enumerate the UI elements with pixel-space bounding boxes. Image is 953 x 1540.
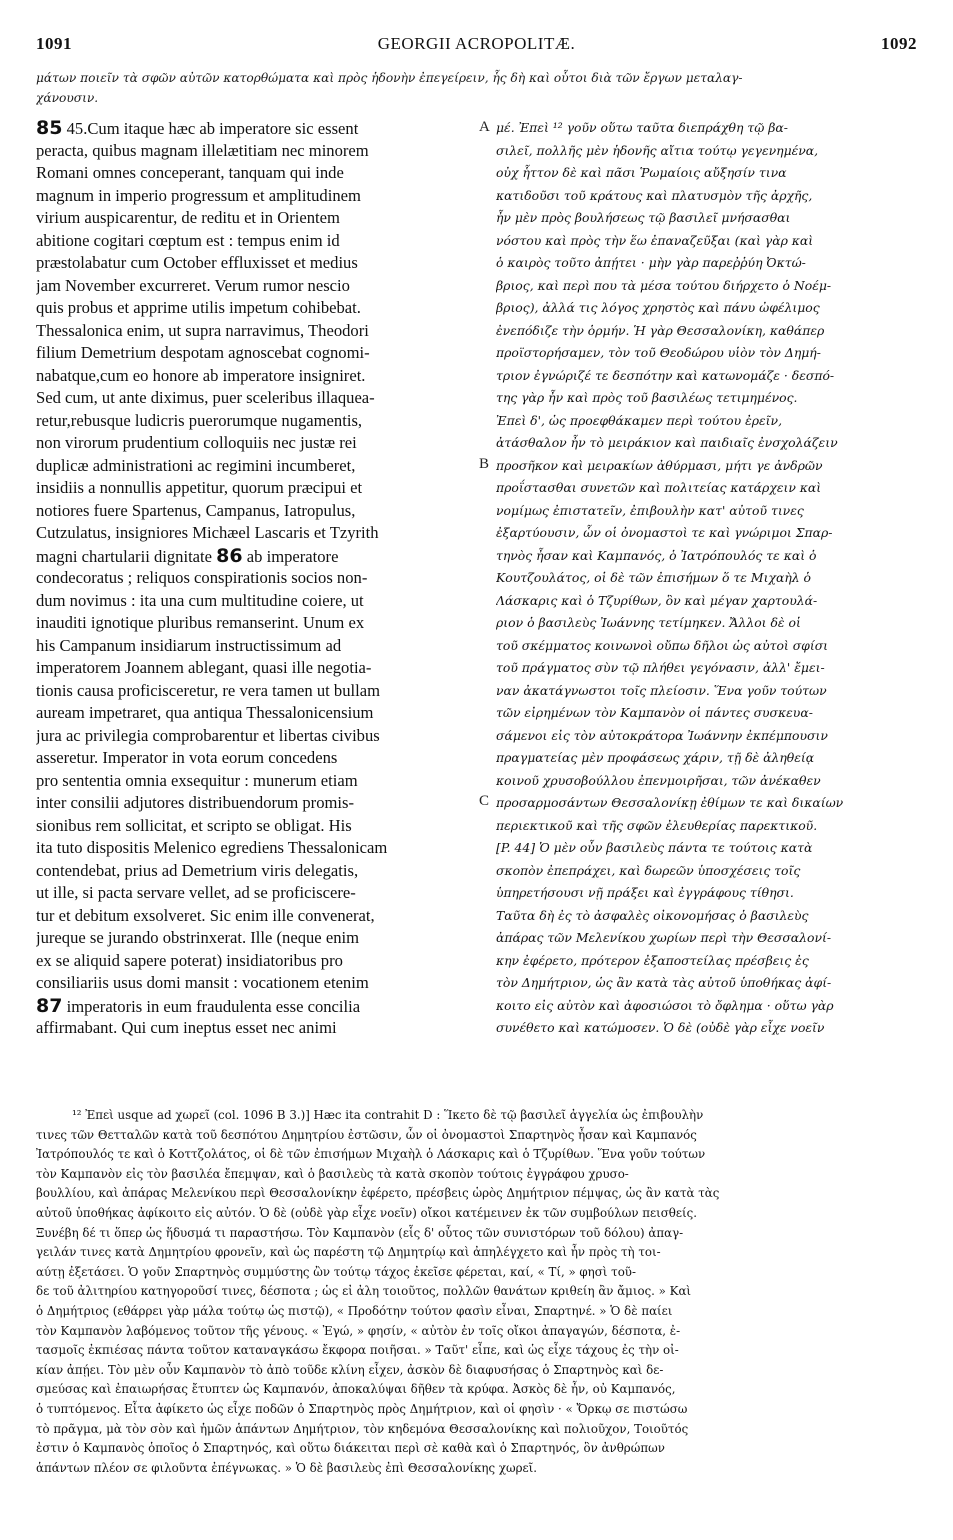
greek-line: βριος), ἀλλά τις λόγος χρηστὸς καὶ πάνυ ὠφέλιμος (496, 300, 820, 315)
latin-line: abitione cogitari cœptum est : tempus enim id (36, 230, 340, 250)
footnote-line: τὸν Καμπανὸν λαβόμενος τοῦτον τῆς γένους. « Ἐγώ, » φησίν, « αὐτὸν ἐν τοῖς οἴκοι ἀπαγαγών, δέσποτα, ἐ- (36, 1323, 681, 1338)
greek-line: ὑπηρετήσουσι νῇ πράξει καὶ ἐγγράφους τίθησι. (496, 885, 794, 900)
greek-text-column (496, 117, 917, 1040)
latin-line: virium auspicarentur, de reditu et in Orientem (36, 208, 340, 227)
greek-line: τῶν εἰρημένων τὸν Καμπανὸν οἱ πάντες συσκευα- (496, 705, 813, 720)
latin-line: tur et debitum exsolveret. Sic enim ille convenerat, (36, 905, 375, 925)
greek-line: κοινοῦ χρυσοβούλλου ἐπενμοιρῆσαι, τῶν ἀνέκαθεν (496, 772, 821, 788)
page-number-left: 1091 (36, 34, 72, 53)
latin-line: duplicæ administrationi ac regimini incumberet, (36, 455, 356, 475)
footnote-line: ἁπάντων πλέον σε φιλοῦντα ἐπέγνωκας. » Ὁ δὲ βασιλεὺς ἐπὶ Θεσσαλονίκης χωρεῖ. (36, 1460, 538, 1475)
greek-line: σάμενοι εἰς τὸν αὐτοκράτορα Ἰωάννην ἐκπέμπουσιν (496, 727, 828, 743)
latin-line: contendebat, prius ad Demetrium viris delegatis, (36, 860, 359, 880)
latin-line: asseretur. Imperator in vota eorum concedens (36, 748, 338, 767)
latin-line: notiores fuere Spartenus, Campanus, Iatropulus, (36, 500, 356, 520)
footnote-line: βουλλίου, καὶ ἀπάρας Μελενίκου περὶ Θεσσαλονίκην ἐφέρετο, πρέσβεις ὡρὸς Δημήτριον πέμψας, ὡς ἂν κατὰ τὰς (36, 1186, 720, 1201)
greek-line: νομίμως ἐπιστατεῖν, ἐπιβουλὴν κατ' αὐτοῦ τινες (496, 502, 804, 518)
greek-lead-line: χάνουσιν. (36, 91, 99, 105)
greek-lead-in (36, 68, 917, 108)
latin-line: Romani omnes conceperant, tanquam qui inde (36, 163, 344, 182)
latin-line: ita tuto dispositis Melenico egrediens Thessalonicam (36, 838, 388, 857)
latin-line: imperatorem Joannem ablegant, quasi ille negotia- (36, 658, 372, 677)
greek-line: Κουτζουλάτος, οἱ δὲ τῶν ἐπισήμων ὅ τε Μιχαὴλ ὁ (496, 570, 811, 585)
margin-letter-a: A (479, 119, 490, 135)
greek-line: ἐνεπόδιζε τὴν ὁρμήν. Ἡ γὰρ Θεσσαλονίκη, καθάπερ (496, 322, 825, 338)
greek-line: προσαρμοσάντων Θεσσαλονίκῃ ἐθίμων τε καὶ δικαίων (496, 795, 844, 810)
greek-line: κατιδοῦσι τοῦ κράτους καὶ πλατυσμὸν τῆς ἀρχῆς, (496, 187, 813, 203)
running-head (36, 34, 917, 58)
greek-line: πραγματείας μὲν προφάσεως χάριν, τῇ δὲ ἀληθείᾳ (496, 750, 815, 765)
latin-line: peracta, quibus magnam illelætitiam nec minorem (36, 140, 369, 160)
footnote-line: τασμοῖς ἐκπιέσας πάντα τοῦτον καταναγκάσω ἔκφορα ποιῆσαι. » Ταῦτ' εἶπε, καὶ ὡς εἶχε τάχους ἐς τὴν οἰ- (36, 1343, 679, 1358)
greek-line: σιλεῖ, πολλῆς μὲν ἡδονῆς αἴτια τούτῳ γεγενημένα, (496, 142, 819, 158)
latin-line: retur,rebusque ludicris puerorumque nugamentis, (36, 410, 363, 430)
greek-line: περιεκτικοῦ καὶ τῆς σφῶν ἐλευθερίας παρεκτικοῦ. (496, 817, 818, 833)
latin-line: jureque se jurando obstrinxerat. Ille (neque enim (36, 928, 360, 947)
greek-line: τοῦ σκέμματος κοινωνοὶ οὔπω δῆλοι ὡς αὐτοὶ σφίσι (496, 637, 829, 653)
latin-line: dum novimus : ita una cum multitudine coiere, ut (36, 590, 364, 610)
footnote-line: δε τοῦ ἀλιτηρίου κατηγοροῦσί τινες, δέσποτα ; ὡς εἰ ἀλη τοιοῦτος, πολλῶν θανάτων κριθείη ἂν ἄμιος. » Καὶ (36, 1284, 692, 1299)
greek-line: [P. 44] Ὁ μὲν οὖν βασιλεὺς πάντα τε τούτοις κατὰ (496, 840, 813, 855)
greek-line: σκοπὸν ἐπεπράχει, καὶ δωρεῶν ὑποσχέσεις τοῖς (496, 862, 801, 878)
footnote-line: κίαν ἀπῄει. Τὸν μὲν οὖν Καμπανὸν τὸ ἀπὸ τοῦδε κλίνη εἶχεν, ἀσκὸν δὲ διαφυσήσας ὁ Σπαρτηνὸς καὶ δε- (36, 1362, 664, 1377)
greek-line: προσῆκον καὶ μειρακίων ἀθύρμασι, μήτι γε ἀνδρῶν (496, 457, 823, 473)
footnote-line: τὸ πρᾶγμα, μὰ τὸν σὸν καὶ ἡμῶν ἁπάντων Δημήτριον, τὸν κηδεμόνα Θεσσαλονίκης καὶ πολιοῦχον, Τοιοῦτός (36, 1421, 689, 1436)
latin-line: Thessalonica enim, ut supra narravimus, Theodori (36, 320, 369, 340)
latin-line: jam November excurreret. Verum rumor nescio (36, 275, 350, 295)
running-title: GEORGII ACROPOLITÆ. (377, 34, 576, 53)
margin-letter-b: B (479, 456, 490, 472)
latin-line: auream impetraret, qua antiqua Thessalonicensium (36, 703, 374, 722)
latin-line: Sed cum, ut ante diximus, puer sceleribus illaquea- (36, 388, 375, 407)
footnote-line: ὁ τυπτόμενος. Εἶτα ἀφίκετο ὡς εἶχε ποδῶν ὁ Σπαρτηνὸς πρὸς Δημήτριον, καὶ οἱ φησὶν · « Ὄρκῳ σε πιστώσω (36, 1401, 688, 1416)
latin-line-text: imperatoris in eum fraudulenta esse concilia (66, 996, 361, 1016)
latin-line: inter consilii adjutores distribuendorum promis- (36, 793, 354, 812)
footnote-line: γειλάν τινες κατὰ Δημητρίου φρονεῖν, καὶ ὡς παρέστη τῷ Δημητρίῳ καὶ ἀπηλέγχετο καὶ ἦν πρὸς τὴ τοι- (36, 1245, 661, 1260)
margin-letter-c: C (479, 793, 490, 809)
greek-line: Ἐπεὶ δ', ὡς προεφθάκαμεν περὶ τούτου ἐρεῖν, (496, 412, 783, 428)
footnote-line: ὁ Δημήτριος (εθάρρει γὰρ μάλα τούτῳ ὡς πιστῷ), « Προδότην τούτον φασὶν εἶναι, Σπαρτηνέ. » Ὁ δὲ παίει (36, 1303, 673, 1318)
greek-line: προϊστορήσαμεν, τὸν τοῦ Θεοδώρου υἱὸν τὸν Δημή- (496, 345, 821, 360)
latin-line (36, 995, 472, 1018)
latin-line: magni chartularii dignitate 86 ab imperatore (36, 544, 339, 567)
column-number: 87 (36, 994, 63, 1017)
latin-line: quis probus et apprime utilis impetum cohibebat. (36, 298, 361, 317)
footnote-line: ¹² Ἐπεὶ usque ad χωρεῖ (col. 1096 B 3.)] Hæc ita contrahit D : Ἵκετο δὲ τῷ βασιλεῖ ἀγγελία ὡς ἐπιβουλὴν (72, 1108, 704, 1122)
latin-line: insidiis a nonnullis appetitur, quorum præcipui et (36, 478, 363, 497)
greek-line: Ταῦτα δὴ ἐς τὸ ἀσφαλὲς οἰκονομήσας ὁ βασιλεὺς (496, 907, 809, 923)
greek-line: ἐξαρτύουσιν, ὧν οἱ ὀνομαστοὶ τε καὶ γνώριμοι Σπαρ- (496, 525, 833, 540)
greek-line: προΐστασθαι συνετῶν καὶ πολιτείας κατάρχειν καὶ (496, 480, 822, 495)
latin-line (36, 117, 472, 140)
footnote-line: αύτῃ ἐξετάσει. Ὁ γοῦν Σπαρτηνὸς συμμύστης ὢν τούτῳ τάχος ἐκεῖσε φέρεται, καί, « Τί, » φησὶ τοῦ- (36, 1264, 636, 1279)
footnote-line: Ξυνέβη δέ τι ὅπερ ὡς ἥδυσμά τι παραστήσω. Τὸν Καμπανὸν (εἷς δ' οὗτος τῶν συνιστόρων τοῦ δόλου) ἀπαγ- (36, 1225, 684, 1240)
column-number: 85 (36, 117, 63, 139)
greek-line: νόστου καὶ πρὸς τὴν ἕω ἐπαναζεῦξαι (καὶ γὰρ καὶ (496, 232, 814, 248)
footnote-line: ἐστιν ὁ Καμπανὸς ὁποῖος ὁ Σπαρτηνός, καὶ οὕτω διάκειται περὶ σὲ καθὰ καὶ ὁ Σπαρτηνός, ὃν ἀνθρώπων (36, 1441, 665, 1456)
footnote-line: τινες τῶν Θετταλῶν κατὰ τοῦ δεσπότου Δημητρίου ἐστῶσιν, ὧν οἱ ὀνομαστοὶ Σπαρτηνὸς ἦσαν καὶ Καμπανός (36, 1127, 697, 1142)
footnotes (36, 1106, 917, 1478)
latin-line-text: 45.Cum itaque hæc ab imperatore sic essent (66, 119, 359, 138)
latin-line: Cutzulatus, insigniores Michæel Lascaris et Tzyrith (36, 523, 379, 542)
latin-line: consiliariis usus domi mansit : vocationem etenim (36, 973, 369, 992)
greek-line: ἦν μὲν πρὸς βουλήσεως τῷ βασιλεῖ μνήσασθαι (496, 210, 791, 225)
greek-line: συνέθετο καὶ κατώμοσεν. Ὁ δὲ (οὐδὲ γὰρ εἶχε νοεῖν (496, 1020, 825, 1035)
page-number-right: 1092 (881, 34, 917, 53)
latin-line: ex se aliquid sapere poterat) insidiatoribus pro (36, 950, 343, 970)
greek-line: βριος, καὶ περὶ που τὰ μέσα τούτου διήρχετο ὁ Νοέμ- (496, 277, 832, 293)
footnote-line: σμεύσας καὶ ἐπαιωρήσας ἔτυπτεν ὡς Καμπανόν, ἀποκαλύψαι δῆθεν τὰ κρύφα. Ἀσκὸς δὲ ἦν, οὐ Καμπανός, (36, 1382, 676, 1397)
column-number: 86 (216, 544, 243, 567)
latin-line: præstolabatur cum October effluxisset et medius (36, 253, 358, 272)
latin-translation-column (36, 117, 472, 1040)
footnote-line: Ἰατρόπουλός τε καὶ ὁ Κοττζολάτος, οἱ δὲ τῶν ἐπισήμων Μιχαὴλ ὁ Λάσκαρις καὶ ὁ Τζυρίθων. Ἕνα γοῦν τούτων (36, 1147, 706, 1162)
latin-line: condecoratus ; reliquos conspirationis socios non- (36, 568, 368, 587)
greek-line: κοιτο εἰς αὐτὸν καὶ ἀφοσιώσοι τὸ ὄφλημα · οὕτω γὰρ (496, 997, 834, 1013)
latin-line: nabatque,cum eo honore ab imperatore insigniret. (36, 365, 366, 385)
greek-lead-line: μάτων ποιεῖν τὰ σφῶν αὐτῶν κατορθώματα καὶ πρὸς ἡδονὴν ἐπεγείρειν, ἧς δὴ καὶ οὗτοι διὰ τῶν ἔργων μεταλαγ- (36, 71, 743, 85)
latin-line: filium Demetrium despotam agnoscebat cognomi- (36, 343, 370, 362)
greek-line: ὁ καιρὸς τοῦτο ἀπῄτει · μὴν γὰρ παρεῤῥύη Ὀκτώ- (496, 255, 806, 270)
latin-line: magnum in imperio progressum et amplitudinem (36, 185, 361, 205)
greek-line: ναν ἀκατάγνωστοι τοῖς πλείοσιν. Ἕνα γοῦν τούτων (496, 682, 827, 698)
greek-line: της γὰρ ἦν καὶ πρὸς τοῦ βασιλέως τετιμημένος. (496, 390, 798, 405)
greek-line: ριον ὁ βασιλεὺς Ἰωάννης τετίμηκεν. Ἄλλοι δὲ οἱ (496, 615, 801, 630)
greek-line: ἀτάσθαλον ἦν τὸ μειράκιον καὶ παιδιαῖς ἐνσχολάζειν (496, 435, 838, 450)
latin-line: jura ac privilegia comprobarentur et libertas civibus (36, 725, 380, 745)
footnote-line: τὸν Καμπανὸν εἰς τὸν βασιλέα ἔπεμψαν, καὶ ὁ βασιλεὺς τὰ κατὰ σκοπὸν τούτοις ἐγγράφου χρυσο- (36, 1166, 629, 1181)
greek-line: τηνὸς ἦσαν καὶ Καμπανός, ὁ Ἰατρόπουλός τε καὶ ὁ (496, 547, 817, 563)
latin-line: inauditi ignotique pluribus remanserint. Unum ex (36, 613, 365, 632)
greek-line: τριον ἐγνώριζέ τε δεσπότην καὶ κατωνομάζε · δεσπό- (496, 367, 835, 383)
greek-line: κην ἐφέρετο, πρότερον ἐξαποστείλας πρέσβεις ἐς (496, 952, 809, 968)
latin-line: ut ille, si pacta servare vellet, ad se proficiscere- (36, 883, 356, 902)
greek-line: τὸν Δημήτριον, ὡς ἂν κατὰ τὰς αὐτοῦ ὑποθήκας ἀφί- (496, 975, 832, 990)
greek-line: τοῦ πράγματος σὺν τῷ πλήθει γεγόνασιν, ἀλλ' ἔμει- (496, 660, 825, 675)
greek-line: οὐχ ἧττον δὲ καὶ πᾶσι Ῥωμαίοις αὔξησίν τινα (496, 165, 787, 180)
latin-line: tionis causa proficisceretur, re vera tamen ut bullam (36, 680, 380, 700)
greek-line: Λάσκαρις καὶ ὁ Τζυρίθων, ὃν καὶ μέγαν χαρτουλά- (496, 592, 818, 608)
greek-line: μέ. Ἐπεὶ ¹² γοῦν οὕτω ταῦτα διεπράχθη τῷ βα- (496, 120, 788, 135)
latin-line: non virorum prudentium colloquiis nec justæ rei (36, 433, 357, 452)
greek-line: ἀπάρας τῶν Μελενίκου χωρίων περὶ τὴν Θεσσαλονί- (496, 930, 832, 945)
latin-line: pro sententia omnia exsequitur : munerum etiam (36, 770, 358, 790)
latin-line: his Campanum insidiarum instructissimum ad (36, 635, 342, 655)
latin-line: sionibus rem sollicitat, et scripto se obligat. His (36, 815, 352, 835)
latin-line: affirmabant. Qui cum ineptus esset nec animi (36, 1018, 337, 1037)
footnote-line: αὐτοῦ ὑποθήκας ἀφίκοιτο εἰς αὐτόν. Ὁ δὲ (οὐδὲ γὰρ εἶχε νοεῖν) οἴκοι κατέμεινεν ἐκ τῶν συμβούλων πεισθείς. (36, 1205, 697, 1220)
